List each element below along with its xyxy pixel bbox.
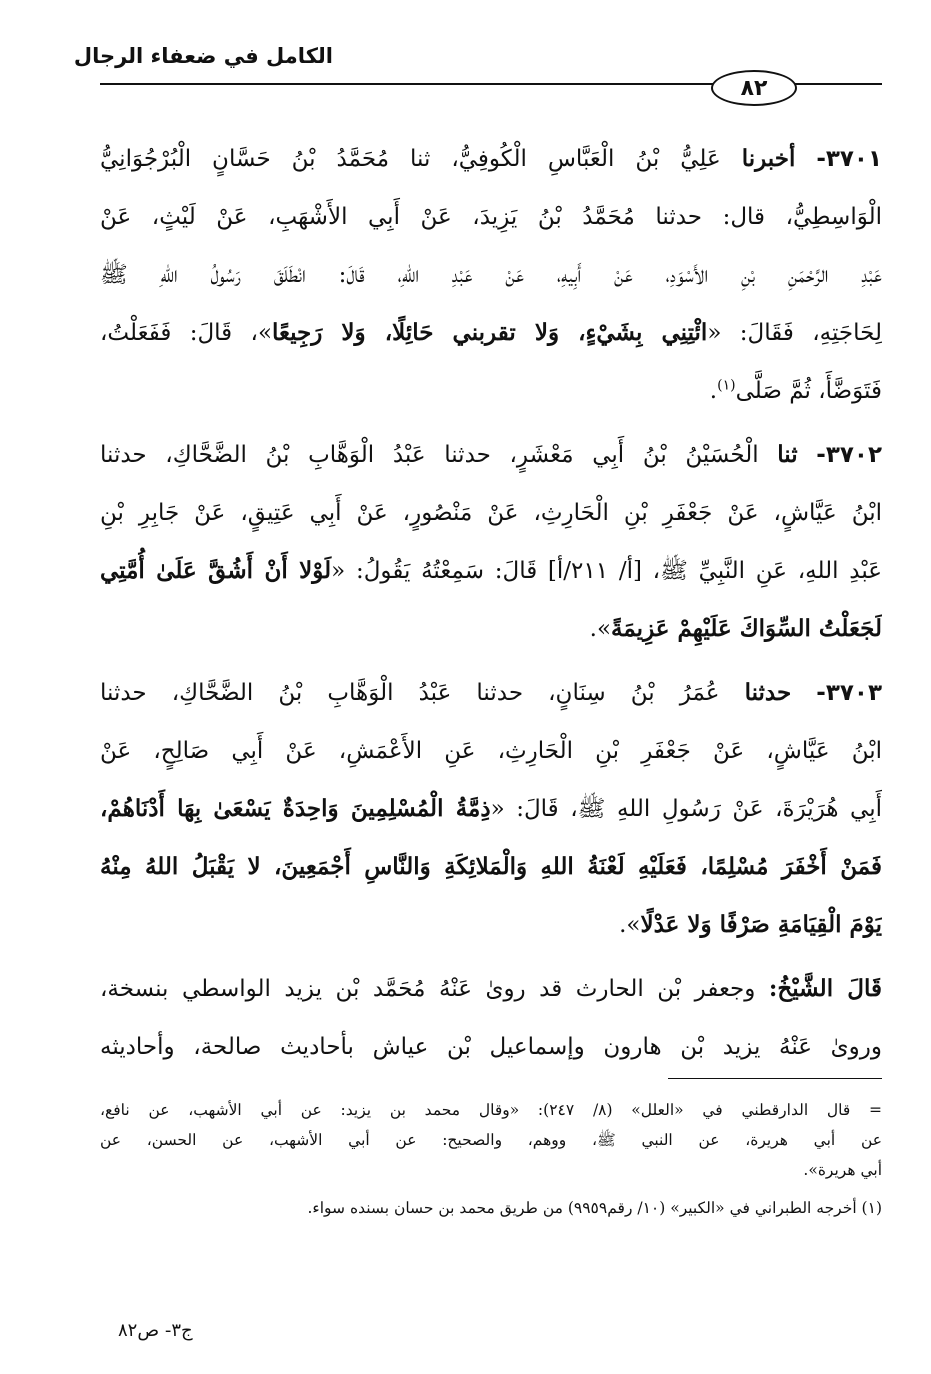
text-line [100,484,882,542]
narration-keyword: أخبرنا [741,145,796,172]
footnote-rule [668,1078,882,1079]
running-title: الكامل في ضعفاء الرجال [73,44,333,68]
footnote-marker: (١) [717,377,736,394]
footnote-gap [100,1185,882,1193]
hadith-block [100,130,882,420]
page-number-badge [711,70,797,106]
footnotes [100,1095,882,1223]
prophetic-text: يَوْمَ الْقِيَامَةِ صَرْفًا وَلا عَدْلًا [640,911,882,938]
hadith-number: ٣٧٠٣- [816,680,882,706]
line-text: فَتَوَضَّأَ، ثُمَّ صَلَّى [735,378,882,404]
footnote-line: (١) أخرجه الطبراني في «الكبير» (١٠/ رقم٩٩٥٩) من طريق محمد بن حسان بسنده سواء. [307,1199,882,1217]
footnote-line: عن أبي هريرة، عن النبي ﷺ، ووهم، والصحيح: عن أبي الأشهب، عن الحسن، عن [100,1131,882,1149]
line-text: عُمَرُ بْنُ سِنَانٍ، حدثنا عَبْدُ الْوَهَّابِ بْنُ الضَّحَّاكِ، حدثنا [100,680,720,706]
sheikh-comment [100,960,882,1076]
line-text: عَلِيُّ بْنُ الْعَبَّاسِ الْكُوفِيُّ، ثنا مُحَمَّدُ بْنُ حَسَّانٍ الْبُرْجُوَانِيُّ [100,146,721,172]
text-line [100,130,882,188]
line-text: ابْنُ عَيَّاشٍ، عَنْ جَعْفَرِ بْنِ الْحَارِثِ، عَنِ الأَعْمَشِ، عَنْ أَبِي صَالِحٍ، عَنْ [100,738,882,764]
line-text: وجعفر بْن الحارث قد روىٰ عَنْهُ مُحَمَّد بْن يزيد الواسطي بنسخة، [100,976,756,1002]
text-line [100,838,882,896]
page-number: ٨٢ [740,75,768,101]
line-tail: ». [589,616,612,642]
text-line [100,780,882,838]
text-line [100,600,882,658]
line-text: الْحُسَيْنُ بْنُ أَبِي مَعْشَرٍ، حدثنا عَبْدُ الْوَهَّابِ بْنُ الضَّحَّاكِ، حدثنا [100,442,759,468]
narration-keyword: حدثنا [744,679,792,706]
text-line [100,722,882,780]
narration-keyword: قَالَ الشَّيْخُ: [768,975,882,1002]
footnote-line: أبي هريرة». [803,1161,882,1179]
hadith-block [100,664,882,954]
prophetic-text: لَوْلا أَنْ أَشُقَّ عَلَىٰ أُمَّتِي [100,557,332,584]
narration-keyword: ثنا [777,441,798,468]
line-text: وروىٰ عَنْهُ يزيد بْن هارون وإسماعيل بْن عياش بأحاديث صالحة، وأحاديثه [100,1034,882,1060]
text-line [100,896,882,954]
text-line [100,304,882,362]
line-text: ابْنُ عَيَّاشٍ، عَنْ جَعْفَرِ بْنِ الْحَارِثِ، عَنْ مَنْصُورٍ، عَنْ أَبِي عَتِيقٍ، عَنْ جَابِرِ بْنِ [100,500,882,526]
line-text: الْوَاسِطِيُّ، قال: حدثنا مُحَمَّدُ بْنُ يَزِيدَ، عَنْ أَبِي الأَشْهَبِ، عَنْ لَيْثٍ، عَنْ [100,204,882,230]
hadith-block [100,426,882,658]
text-line [100,246,882,304]
text-line [100,1018,882,1076]
line-text: أَبِي هُرَيْرَةَ، عَنْ رَسُولِ اللهِ ﷺ، قَالَ: « [490,796,882,822]
prophetic-text: لَجَعَلْتُ السِّوَاكَ عَلَيْهِمْ عَزِيمَةً [611,615,882,642]
footnote-line: = قال الدارقطني في «العلل» (٨/ ٢٤٧): «وقال محمد بن يزيد: عن أبي الأشهب، عن نافع، [100,1101,882,1119]
text-line [100,960,882,1018]
hadith-number: ٣٧٠١- [816,146,882,172]
line-tail: »، قَالَ: فَفَعَلْتُ، [100,320,273,346]
line-tail: ». [619,912,641,938]
prophetic-text: ذِمَّةُ الْمُسْلِمِينَ وَاحِدَةٌ يَسْعَىٰ بِهَا أَدْنَاهُمْ، [100,795,491,822]
line-text: عَبْدِ الرَّحْمَنِ بْنِ الأَسْوَدِ، عَنْ أَبِيهِ، عَنْ عَبْدِ اللهِ، قَالَ: انْطَلَقَ رَسُولُ اللهِ ﷺ [100,262,882,288]
main-text [100,130,882,1082]
prophetic-text: ائْتِنِي بِشَيْءٍ، وَلا تقربني حَائِلًا، وَلا رَجِيعًا [272,319,708,346]
text-line [100,426,882,484]
text-line [100,664,882,722]
line-text: لِحَاجَتِهِ، فَقَالَ: « [707,320,882,346]
hadith-number: ٣٧٠٢- [816,442,882,468]
line-tail: . [709,378,718,404]
text-line [100,362,882,420]
folio: ج٣- ص٨٢ [118,1320,193,1341]
text-line [100,542,882,600]
line-text: عَبْدِ اللهِ، عَنِ النَّبِيِّ ﷺ، [أ/ ٢١١/أ] قَالَ: سَمِعْتُهُ يَقُولُ: « [331,558,882,584]
text-line [100,188,882,246]
prophetic-text: فَمَنْ أَخْفَرَ مُسْلِمًا، فَعَلَيْهِ لَعْنَةُ اللهِ وَالْمَلائِكَةِ وَالنَّاسِ أَجْمَعِينَ، لا يَقْبَلُ اللهُ مِنْهُ [100,853,882,880]
